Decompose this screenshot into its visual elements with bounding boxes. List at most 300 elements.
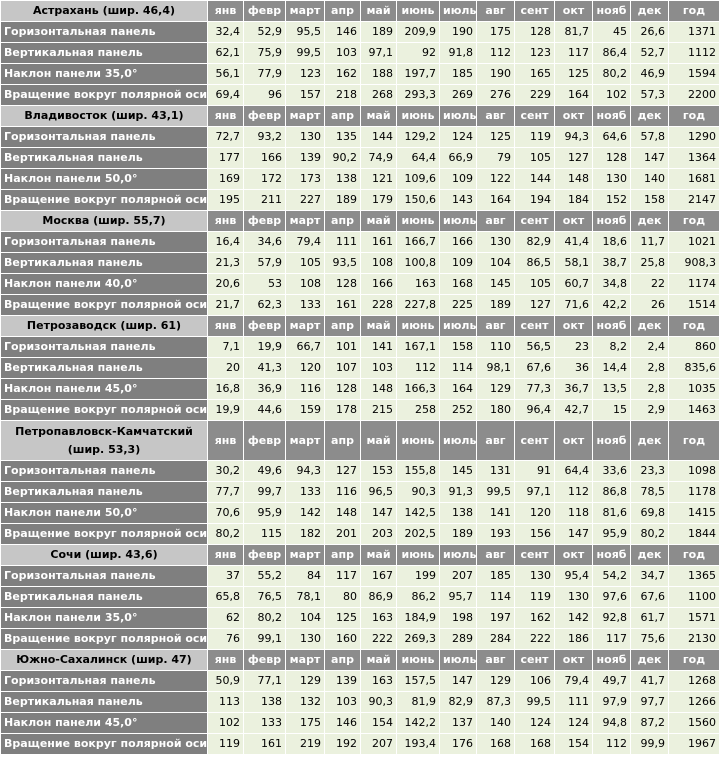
row-label: Вращение вокруг полярной оси bbox=[1, 295, 208, 316]
value-cell: 1364 bbox=[669, 148, 720, 169]
value-cell: 103 bbox=[325, 692, 361, 713]
value-cell: 128 bbox=[325, 274, 361, 295]
value-cell: 33,6 bbox=[593, 461, 631, 482]
table-row bbox=[1, 232, 720, 253]
value-cell: 112 bbox=[593, 734, 631, 755]
value-cell: 80,2 bbox=[631, 524, 669, 545]
month-header: нояб bbox=[593, 650, 631, 671]
value-cell: 147 bbox=[361, 503, 397, 524]
value-cell: 163 bbox=[361, 608, 397, 629]
value-cell: 45 bbox=[593, 22, 631, 43]
month-header: июнь bbox=[397, 545, 440, 566]
month-header: окт bbox=[555, 211, 593, 232]
value-cell: 166,3 bbox=[397, 379, 440, 400]
value-cell: 36,7 bbox=[555, 379, 593, 400]
value-cell: 165 bbox=[515, 64, 555, 85]
value-cell: 141 bbox=[361, 337, 397, 358]
city-header: Астрахань (шир. 46,4) bbox=[1, 1, 208, 22]
value-cell: 139 bbox=[286, 148, 325, 169]
month-header: апр bbox=[325, 211, 361, 232]
value-cell: 117 bbox=[593, 629, 631, 650]
row-label: Вертикальная панель bbox=[1, 482, 208, 503]
value-cell: 81,6 bbox=[593, 503, 631, 524]
value-cell: 147 bbox=[440, 671, 477, 692]
month-header: авг bbox=[477, 421, 515, 461]
value-cell: 133 bbox=[286, 482, 325, 503]
value-cell: 49,6 bbox=[244, 461, 286, 482]
value-cell: 131 bbox=[477, 461, 515, 482]
value-cell: 99,9 bbox=[631, 734, 669, 755]
value-cell: 195 bbox=[208, 190, 244, 211]
value-cell: 215 bbox=[361, 400, 397, 421]
value-cell: 26,6 bbox=[631, 22, 669, 43]
month-header: сент bbox=[515, 421, 555, 461]
value-cell: 125 bbox=[325, 608, 361, 629]
value-cell: 19,9 bbox=[208, 400, 244, 421]
value-cell: 142 bbox=[555, 608, 593, 629]
value-cell: 95,4 bbox=[555, 566, 593, 587]
value-cell: 179 bbox=[361, 190, 397, 211]
value-cell: 66,7 bbox=[286, 337, 325, 358]
value-cell: 69,4 bbox=[208, 85, 244, 106]
value-cell: 128 bbox=[593, 148, 631, 169]
value-cell: 94,3 bbox=[286, 461, 325, 482]
value-cell: 52,7 bbox=[631, 43, 669, 64]
month-header: янв bbox=[208, 421, 244, 461]
row-label: Вертикальная панель bbox=[1, 692, 208, 713]
value-cell: 112 bbox=[555, 482, 593, 503]
value-cell: 140 bbox=[631, 169, 669, 190]
value-cell: 109 bbox=[440, 253, 477, 274]
value-cell: 157,5 bbox=[397, 671, 440, 692]
value-cell: 229 bbox=[515, 85, 555, 106]
month-header: окт bbox=[555, 316, 593, 337]
value-cell: 158 bbox=[440, 337, 477, 358]
value-cell: 130 bbox=[286, 629, 325, 650]
value-cell: 129 bbox=[286, 671, 325, 692]
month-header: июль bbox=[440, 650, 477, 671]
value-cell: 32,4 bbox=[208, 22, 244, 43]
value-cell: 128 bbox=[515, 22, 555, 43]
row-label: Вертикальная панель bbox=[1, 358, 208, 379]
value-cell: 109,6 bbox=[397, 169, 440, 190]
month-header: окт bbox=[555, 1, 593, 22]
value-cell: 157 bbox=[286, 85, 325, 106]
value-cell: 123 bbox=[515, 43, 555, 64]
table-row bbox=[1, 566, 720, 587]
value-cell: 30,2 bbox=[208, 461, 244, 482]
table-row bbox=[1, 461, 720, 482]
value-cell: 159 bbox=[286, 400, 325, 421]
value-cell: 16,8 bbox=[208, 379, 244, 400]
value-cell: 1514 bbox=[669, 295, 720, 316]
table-row bbox=[1, 713, 720, 734]
table-row bbox=[1, 482, 720, 503]
value-cell: 104 bbox=[477, 253, 515, 274]
month-header: нояб bbox=[593, 106, 631, 127]
value-cell: 1560 bbox=[669, 713, 720, 734]
value-cell: 102 bbox=[208, 713, 244, 734]
value-cell: 56,1 bbox=[208, 64, 244, 85]
value-cell: 269,3 bbox=[397, 629, 440, 650]
value-cell: 95,7 bbox=[440, 587, 477, 608]
value-cell: 55,2 bbox=[244, 566, 286, 587]
value-cell: 71,6 bbox=[555, 295, 593, 316]
value-cell: 20 bbox=[208, 358, 244, 379]
month-header: нояб bbox=[593, 421, 631, 461]
value-cell: 62,3 bbox=[244, 295, 286, 316]
value-cell: 84 bbox=[286, 566, 325, 587]
month-header: янв bbox=[208, 545, 244, 566]
value-cell: 38,7 bbox=[593, 253, 631, 274]
value-cell: 190 bbox=[440, 22, 477, 43]
value-cell: 97,7 bbox=[631, 692, 669, 713]
value-cell: 142 bbox=[286, 503, 325, 524]
value-cell: 164 bbox=[440, 379, 477, 400]
value-cell: 222 bbox=[361, 629, 397, 650]
value-cell: 202,5 bbox=[397, 524, 440, 545]
value-cell: 139 bbox=[325, 671, 361, 692]
value-cell: 109 bbox=[440, 169, 477, 190]
value-cell: 2200 bbox=[669, 85, 720, 106]
value-cell: 218 bbox=[325, 85, 361, 106]
month-header: июнь bbox=[397, 211, 440, 232]
value-cell: 128 bbox=[325, 379, 361, 400]
city-header: Сочи (шир. 43,6) bbox=[1, 545, 208, 566]
value-cell: 105 bbox=[286, 253, 325, 274]
value-cell: 91,3 bbox=[440, 482, 477, 503]
row-label: Вращение вокруг полярной оси bbox=[1, 190, 208, 211]
value-cell: 185 bbox=[477, 566, 515, 587]
value-cell: 132 bbox=[286, 692, 325, 713]
month-header: год bbox=[669, 106, 720, 127]
value-cell: 227 bbox=[286, 190, 325, 211]
city-header: Владивосток (шир. 43,1) bbox=[1, 106, 208, 127]
value-cell: 78,1 bbox=[286, 587, 325, 608]
row-label: Вертикальная панель bbox=[1, 148, 208, 169]
row-label: Горизонтальная панель bbox=[1, 22, 208, 43]
value-cell: 34,6 bbox=[244, 232, 286, 253]
value-cell: 163 bbox=[361, 671, 397, 692]
table-row bbox=[1, 64, 720, 85]
value-cell: 13,5 bbox=[593, 379, 631, 400]
value-cell: 115 bbox=[244, 524, 286, 545]
value-cell: 201 bbox=[325, 524, 361, 545]
value-cell: 154 bbox=[361, 713, 397, 734]
value-cell: 42,7 bbox=[555, 400, 593, 421]
value-cell: 95,9 bbox=[593, 524, 631, 545]
value-cell: 120 bbox=[515, 503, 555, 524]
value-cell: 142,2 bbox=[397, 713, 440, 734]
value-cell: 86,5 bbox=[515, 253, 555, 274]
value-cell: 1290 bbox=[669, 127, 720, 148]
value-cell: 99,5 bbox=[477, 482, 515, 503]
value-cell: 42,2 bbox=[593, 295, 631, 316]
value-cell: 124 bbox=[555, 713, 593, 734]
month-header: окт bbox=[555, 650, 593, 671]
table-row bbox=[1, 169, 720, 190]
month-header: июль bbox=[440, 421, 477, 461]
value-cell: 8,2 bbox=[593, 337, 631, 358]
table-row bbox=[1, 127, 720, 148]
value-cell: 75,6 bbox=[631, 629, 669, 650]
value-cell: 1268 bbox=[669, 671, 720, 692]
value-cell: 1035 bbox=[669, 379, 720, 400]
month-header: сент bbox=[515, 316, 555, 337]
value-cell: 268 bbox=[361, 85, 397, 106]
value-cell: 100,8 bbox=[397, 253, 440, 274]
value-cell: 26 bbox=[631, 295, 669, 316]
value-cell: 184,9 bbox=[397, 608, 440, 629]
value-cell: 129 bbox=[477, 379, 515, 400]
value-cell: 180 bbox=[477, 400, 515, 421]
table-row bbox=[1, 295, 720, 316]
value-cell: 1178 bbox=[669, 482, 720, 503]
value-cell: 77,3 bbox=[515, 379, 555, 400]
value-cell: 64,4 bbox=[397, 148, 440, 169]
month-header: май bbox=[361, 211, 397, 232]
value-cell: 96 bbox=[244, 85, 286, 106]
value-cell: 138 bbox=[325, 169, 361, 190]
value-cell: 168 bbox=[477, 734, 515, 755]
value-cell: 173 bbox=[286, 169, 325, 190]
value-cell: 41,3 bbox=[244, 358, 286, 379]
month-header: май bbox=[361, 421, 397, 461]
value-cell: 146 bbox=[325, 22, 361, 43]
value-cell: 114 bbox=[440, 358, 477, 379]
city-header: Москва (шир. 55,7) bbox=[1, 211, 208, 232]
value-cell: 2147 bbox=[669, 190, 720, 211]
row-label: Вращение вокруг полярной оси bbox=[1, 524, 208, 545]
value-cell: 127 bbox=[515, 295, 555, 316]
row-label: Горизонтальная панель bbox=[1, 337, 208, 358]
month-header: сент bbox=[515, 650, 555, 671]
value-cell: 117 bbox=[555, 43, 593, 64]
value-cell: 258 bbox=[397, 400, 440, 421]
month-header: июнь bbox=[397, 316, 440, 337]
value-cell: 161 bbox=[244, 734, 286, 755]
value-cell: 105 bbox=[515, 148, 555, 169]
value-cell: 53 bbox=[244, 274, 286, 295]
value-cell: 125 bbox=[555, 64, 593, 85]
value-cell: 97,6 bbox=[593, 587, 631, 608]
table-row bbox=[1, 22, 720, 43]
table-row bbox=[1, 524, 720, 545]
value-cell: 23,3 bbox=[631, 461, 669, 482]
table-row bbox=[1, 379, 720, 400]
value-cell: 161 bbox=[325, 295, 361, 316]
month-header: нояб bbox=[593, 211, 631, 232]
row-label: Наклон панели 50,0° bbox=[1, 169, 208, 190]
month-header: авг bbox=[477, 1, 515, 22]
value-cell: 78,5 bbox=[631, 482, 669, 503]
value-cell: 81,7 bbox=[555, 22, 593, 43]
value-cell: 189 bbox=[440, 524, 477, 545]
month-header: февр bbox=[244, 545, 286, 566]
value-cell: 189 bbox=[361, 22, 397, 43]
month-header: май bbox=[361, 545, 397, 566]
value-cell: 2,4 bbox=[631, 337, 669, 358]
row-label: Вертикальная панель bbox=[1, 587, 208, 608]
value-cell: 145 bbox=[477, 274, 515, 295]
month-header: март bbox=[286, 545, 325, 566]
value-cell: 98,1 bbox=[477, 358, 515, 379]
value-cell: 192 bbox=[325, 734, 361, 755]
value-cell: 113 bbox=[208, 692, 244, 713]
value-cell: 36 bbox=[555, 358, 593, 379]
month-header: сент bbox=[515, 545, 555, 566]
value-cell: 1463 bbox=[669, 400, 720, 421]
value-cell: 1174 bbox=[669, 274, 720, 295]
value-cell: 166 bbox=[244, 148, 286, 169]
value-cell: 20,6 bbox=[208, 274, 244, 295]
value-cell: 99,7 bbox=[244, 482, 286, 503]
value-cell: 76 bbox=[208, 629, 244, 650]
value-cell: 22 bbox=[631, 274, 669, 295]
month-header: окт bbox=[555, 545, 593, 566]
value-cell: 119 bbox=[515, 127, 555, 148]
value-cell: 95,5 bbox=[286, 22, 325, 43]
value-cell: 76,5 bbox=[244, 587, 286, 608]
month-header: апр bbox=[325, 545, 361, 566]
value-cell: 144 bbox=[515, 169, 555, 190]
value-cell: 57,8 bbox=[631, 127, 669, 148]
value-cell: 835,6 bbox=[669, 358, 720, 379]
value-cell: 121 bbox=[361, 169, 397, 190]
value-cell: 69,8 bbox=[631, 503, 669, 524]
value-cell: 62,1 bbox=[208, 43, 244, 64]
month-header: дек bbox=[631, 316, 669, 337]
value-cell: 252 bbox=[440, 400, 477, 421]
value-cell: 111 bbox=[325, 232, 361, 253]
month-header: янв bbox=[208, 316, 244, 337]
month-header: сент bbox=[515, 211, 555, 232]
value-cell: 80,2 bbox=[208, 524, 244, 545]
value-cell: 87,2 bbox=[631, 713, 669, 734]
value-cell: 193 bbox=[477, 524, 515, 545]
month-header: апр bbox=[325, 650, 361, 671]
month-header: май bbox=[361, 650, 397, 671]
value-cell: 130 bbox=[477, 232, 515, 253]
value-cell: 166,7 bbox=[397, 232, 440, 253]
value-cell: 123 bbox=[286, 64, 325, 85]
value-cell: 15 bbox=[593, 400, 631, 421]
value-cell: 130 bbox=[286, 127, 325, 148]
value-cell: 175 bbox=[477, 22, 515, 43]
value-cell: 190 bbox=[477, 64, 515, 85]
value-cell: 164 bbox=[477, 190, 515, 211]
value-cell: 116 bbox=[325, 482, 361, 503]
value-cell: 86,9 bbox=[361, 587, 397, 608]
month-header: янв bbox=[208, 211, 244, 232]
value-cell: 127 bbox=[325, 461, 361, 482]
value-cell: 57,9 bbox=[244, 253, 286, 274]
value-cell: 37 bbox=[208, 566, 244, 587]
value-cell: 77,7 bbox=[208, 482, 244, 503]
value-cell: 1112 bbox=[669, 43, 720, 64]
value-cell: 64,6 bbox=[593, 127, 631, 148]
value-cell: 92,8 bbox=[593, 608, 631, 629]
value-cell: 52,9 bbox=[244, 22, 286, 43]
month-header: дек bbox=[631, 421, 669, 461]
month-header: февр bbox=[244, 421, 286, 461]
value-cell: 138 bbox=[440, 503, 477, 524]
value-cell: 82,9 bbox=[440, 692, 477, 713]
row-label: Наклон панели 50,0° bbox=[1, 503, 208, 524]
value-cell: 209,9 bbox=[397, 22, 440, 43]
value-cell: 103 bbox=[361, 358, 397, 379]
value-cell: 188 bbox=[361, 64, 397, 85]
section-header-row bbox=[1, 316, 720, 337]
value-cell: 124 bbox=[515, 713, 555, 734]
value-cell: 1100 bbox=[669, 587, 720, 608]
value-cell: 138 bbox=[244, 692, 286, 713]
month-header: авг bbox=[477, 316, 515, 337]
value-cell: 164 bbox=[555, 85, 593, 106]
value-cell: 167 bbox=[361, 566, 397, 587]
table-row bbox=[1, 503, 720, 524]
row-label: Наклон панели 35,0° bbox=[1, 608, 208, 629]
value-cell: 130 bbox=[593, 169, 631, 190]
table-row bbox=[1, 734, 720, 755]
month-header: февр bbox=[244, 106, 286, 127]
value-cell: 284 bbox=[477, 629, 515, 650]
month-header: март bbox=[286, 211, 325, 232]
month-header: апр bbox=[325, 1, 361, 22]
value-cell: 276 bbox=[477, 85, 515, 106]
value-cell: 133 bbox=[286, 295, 325, 316]
value-cell: 97,9 bbox=[593, 692, 631, 713]
value-cell: 90,3 bbox=[397, 482, 440, 503]
month-header: нояб bbox=[593, 316, 631, 337]
month-header: дек bbox=[631, 545, 669, 566]
value-cell: 129,2 bbox=[397, 127, 440, 148]
value-cell: 147 bbox=[555, 524, 593, 545]
month-header: июнь bbox=[397, 106, 440, 127]
row-label: Вращение вокруг полярной оси bbox=[1, 400, 208, 421]
month-header: апр bbox=[325, 106, 361, 127]
month-header: июль bbox=[440, 316, 477, 337]
table-row bbox=[1, 337, 720, 358]
value-cell: 155,8 bbox=[397, 461, 440, 482]
row-label: Наклон панели 45,0° bbox=[1, 379, 208, 400]
value-cell: 207 bbox=[440, 566, 477, 587]
value-cell: 182 bbox=[286, 524, 325, 545]
month-header: март bbox=[286, 1, 325, 22]
table-row bbox=[1, 400, 720, 421]
row-label: Вращение вокруг полярной оси bbox=[1, 734, 208, 755]
month-header: дек bbox=[631, 106, 669, 127]
value-cell: 142,5 bbox=[397, 503, 440, 524]
month-header: нояб bbox=[593, 1, 631, 22]
value-cell: 91 bbox=[515, 461, 555, 482]
value-cell: 97,1 bbox=[361, 43, 397, 64]
month-header: год bbox=[669, 316, 720, 337]
month-header: год bbox=[669, 211, 720, 232]
value-cell: 908,3 bbox=[669, 253, 720, 274]
row-label: Наклон панели 35,0° bbox=[1, 64, 208, 85]
value-cell: 99,5 bbox=[286, 43, 325, 64]
value-cell: 219 bbox=[286, 734, 325, 755]
value-cell: 133 bbox=[244, 713, 286, 734]
month-header: год bbox=[669, 1, 720, 22]
value-cell: 50,9 bbox=[208, 671, 244, 692]
value-cell: 81,9 bbox=[397, 692, 440, 713]
value-cell: 114 bbox=[477, 587, 515, 608]
table-row bbox=[1, 253, 720, 274]
value-cell: 14,4 bbox=[593, 358, 631, 379]
table-row bbox=[1, 43, 720, 64]
